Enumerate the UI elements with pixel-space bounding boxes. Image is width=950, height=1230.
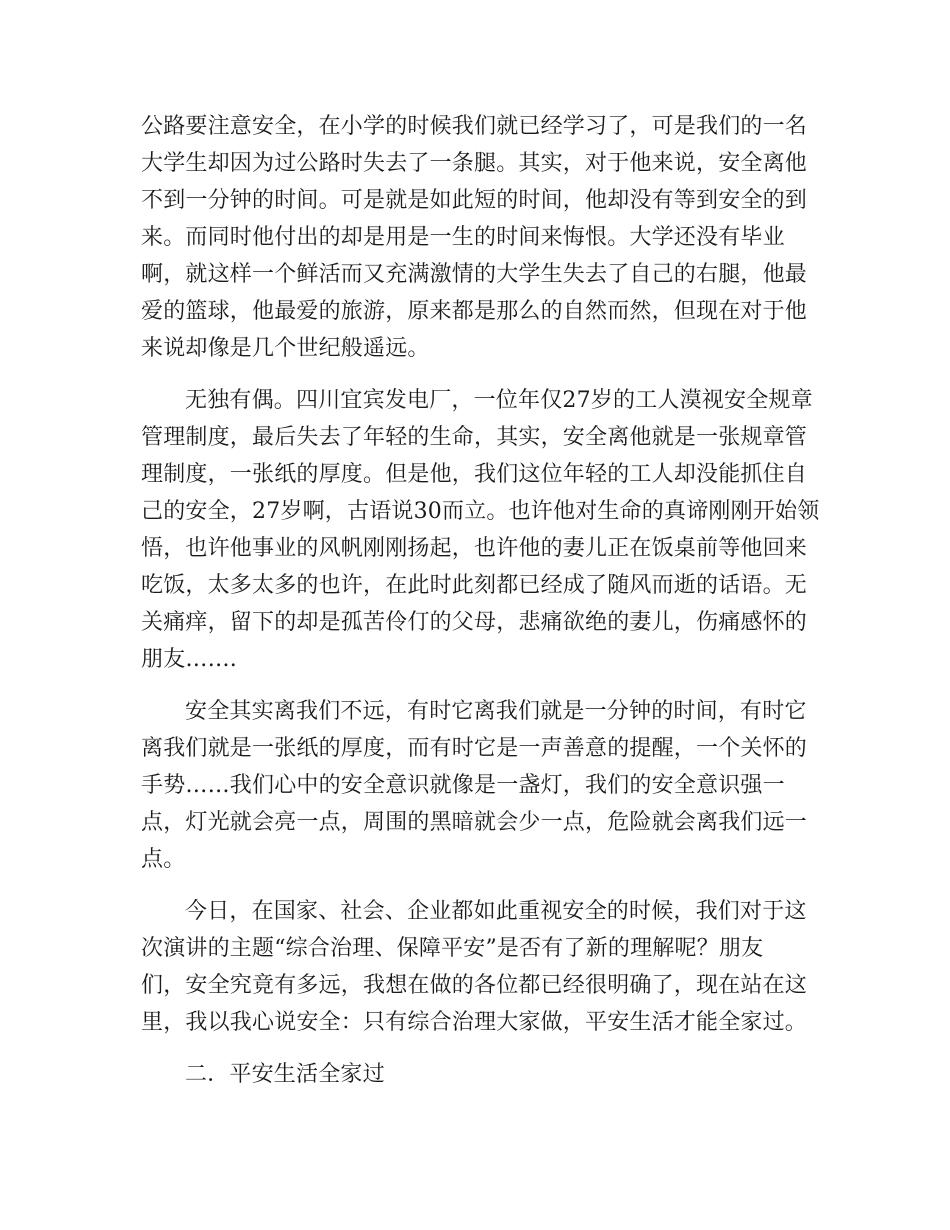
text-line: 无独有偶。四川宜宾发电厂，一位年仅27岁的工人漠视安全规章: [185, 388, 813, 413]
text-line: 悟，也许他事业的风帆刚刚扬起，也许他的妻儿正在饭桌前等他回来: [141, 536, 808, 561]
text-line: 朋友…….: [141, 647, 237, 672]
text-line: 点。: [141, 847, 186, 872]
text-line: 离我们就是一张纸的厚度，而有时它是一声善意的提醒，一个关怀的: [141, 736, 808, 761]
text-line: 今日，在国家、社会、企业都如此重视安全的时候，我们对于这: [185, 899, 807, 924]
text-line: 管理制度，最后失去了年轻的生命，其实，安全离他就是一张规章管: [141, 425, 808, 450]
text-line: 里，我以我心说安全：只有综合治理大家做，平安生活才能全家过。: [141, 1010, 808, 1035]
text-line: 次演讲的主题“综合治理、保障平安”是否有了新的理解呢？朋友: [141, 936, 764, 961]
text-line: 手势……我们心中的安全意识就像是一盏灯，我们的安全意识强一: [141, 773, 785, 798]
text-line: 己的安全，27岁啊，古语说30而立。也许他对生命的真谛刚刚开始领: [141, 499, 820, 524]
text-line: 安全其实离我们不远，有时它离我们就是一分钟的时间，有时它: [185, 699, 807, 724]
text-line: 爱的篮球，他最爱的旅游，原来都是那么的自然而然，但现在对于他: [141, 299, 808, 324]
text-line: 吃饭，太多太多的也许，在此时此刻都已经成了随风而逝的话语。无: [141, 573, 808, 598]
text-line: 来说却像是几个世纪般遥远。: [141, 336, 430, 361]
text-line: 公路要注意安全，在小学的时候我们就已经学习了，可是我们的一名: [141, 114, 808, 139]
text-line: 点，灯光就会亮一点，周围的黑暗就会少一点，危险就会离我们远一: [141, 810, 808, 835]
text-line: 关痛痒，留下的却是孤苦伶仃的父母，悲痛欲绝的妻儿，伤痛感怀的: [141, 610, 808, 635]
text-line: 理制度，一张纸的厚度。但是他，我们这位年轻的工人却没能抓住自: [141, 462, 808, 487]
text-line: 们，安全究竟有多远，我想在做的各位都已经很明确了，现在站在这: [141, 973, 808, 998]
text-line: 来。而同时他付出的却是用是一生的时间来悔恨。大学还没有毕业: [141, 225, 785, 250]
text-line: 不到一分钟的时间。可是就是如此短的时间，他却没有等到安全的到: [141, 188, 808, 213]
text-line: 啊，就这样一个鲜活而又充满激情的大学生失去了自己的右腿，他最: [141, 262, 808, 287]
text-line: 二．平安生活全家过: [185, 1062, 385, 1087]
text-line: 大学生却因为过公路时失去了一条腿。其实，对于他来说，安全离他: [141, 151, 808, 176]
